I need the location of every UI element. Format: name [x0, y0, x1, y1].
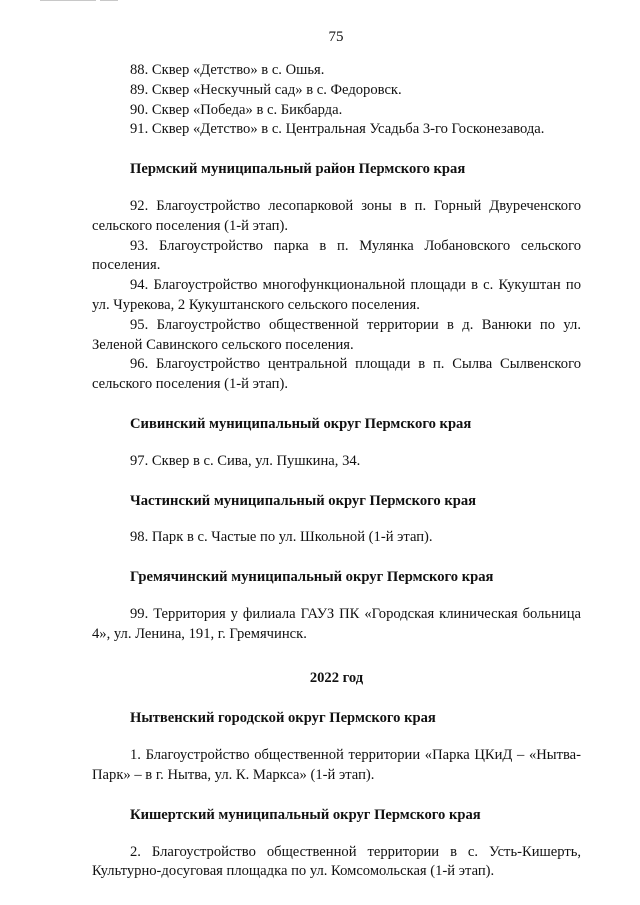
list-item: 93. Благоустройство парка в п. Мулянка Лобановского сельского поселения.: [92, 237, 581, 274]
list-item: 92. Благоустройство лесопарковой зоны в п. Горный Двуреченского сельского поселения (1-й этап).: [92, 197, 581, 234]
list-item: 88. Сквер «Детство» в с. Ошья.: [130, 62, 325, 78]
section-heading: Гремячинский муниципальный округ Пермского края: [130, 569, 494, 586]
section-heading: Частинский муниципальный округ Пермского края: [130, 492, 477, 509]
list-item: 94. Благоустройство многофункциональной площади в с. Кукуштан по ул. Чурекова, 2 Кукуштанского сельского поселения.: [92, 277, 581, 313]
year-heading: 2022 год: [309, 669, 364, 686]
list-item: 90. Сквер «Победа» в с. Бикбарда.: [130, 101, 343, 118]
list-item: 99. Территория у филиала ГАУЗ ПК «Городская клиническая больница 4», ул. Ленина, 191, г. Гремячинск.: [92, 605, 581, 642]
list-item: 95. Благоустройство общественной территории в д. Ванюки по ул. Зеленой Савинского сельского поселения.: [92, 316, 581, 353]
list-item: 1. Благоустройство общественной территории «Парка ЦКиД – «Нытва-Парк» – в г. Нытва, ул. К. Маркса» (1-й этап).: [92, 747, 581, 783]
list-item: 2. Благоустройство общественной территории в с. Усть-Кишерть, Культурно-досуговая площадка по ул. Комсомольская (1-й этап).: [92, 843, 581, 880]
section-heading: Нытвенский городской округ Пермского края: [130, 710, 436, 727]
document-body: [92, 61, 581, 882]
list-item: 91. Сквер «Детство» в с. Центральная Усадьба 3-го Госконезавода.: [130, 121, 545, 138]
list-item: 97. Сквер в с. Сива, ул. Пушкина, 34.: [130, 452, 361, 469]
section-heading: Кишертский муниципальный округ Пермского края: [130, 806, 481, 823]
list-item: 96. Благоустройство центральной площади в п. Сылва Сылвенского сельского поселения (1-й этап).: [92, 356, 581, 393]
page-number: 75: [328, 29, 344, 45]
list-item: 89. Сквер «Нескучный сад» в с. Федоровск.: [130, 81, 402, 98]
section-heading: Пермский муниципальный район Пермского края: [130, 161, 466, 178]
scan-edge-mark: [40, 0, 96, 4]
list-item: 98. Парк в с. Частые по ул. Школьной (1-й этап).: [130, 529, 433, 546]
scan-edge-mark: [100, 0, 118, 4]
section-heading: Сивинский муниципальный округ Пермского края: [130, 415, 472, 432]
